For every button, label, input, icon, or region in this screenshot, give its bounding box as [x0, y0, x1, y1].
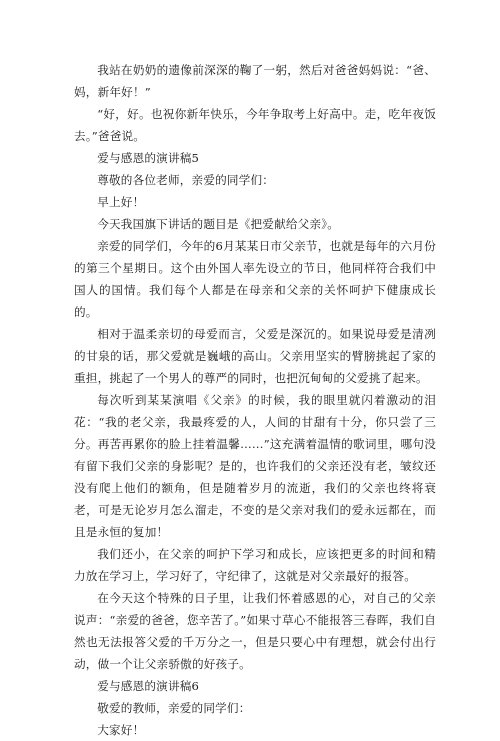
- paragraph-song-father: 每次听到某某演唱《父亲》的时候，我的眼里就闪着激动的泪花：“我的老父亲，我最疼爱的人，人间的甘甜有十分，你只尝了三分。再苦再累你的脸上挂着温馨……”这充满着温情的歌词里，哪句没有留下我们父亲的身影呢？是的，也许我们的父亲还没有老，皱纹还没有爬上他们的额角，但是随着岁月的流逝，我们的父亲也终将衰老，可是无论岁月怎么溜走，不变的是父亲对我们的爱永远都在，而且是永恒的复加！: [74, 393, 436, 539]
- paragraph-study-repay: 我们还小，在父亲的呵护下学习和成长，应该把更多的时间和精力放在学习上，学习好了，守纪律了，这就是对父亲最好的报答。: [74, 547, 436, 583]
- document-body: [74, 59, 436, 741]
- paragraph-fatherly-love: 相对于温柔亲切的母爱而言，父爱是深沉的。如果说母爱是清冽的甘泉的话，那父爱就是巍峨的高山。父亲用坚实的臂膀挑起了家的重担，挑起了一个男人的尊严的同时，也把沉甸甸的父爱挑了起来。: [74, 327, 436, 385]
- salutation-teachers-students: 尊敬的各位老师，亲爱的同学们：: [97, 173, 275, 187]
- section-heading-5: 爱与感恩的演讲稿5: [97, 151, 200, 165]
- greeting-hello-everyone: 大家好！: [97, 723, 145, 737]
- paragraph-fathers-day: 亲爱的同学们，今年的6月某某日市父亲节，也就是每年的六月份的第三个星期日。这个由外国人率先设立的节日，他同样符合我们中国人的国情。我们每个人都是在母亲和父亲的关怀呵护下健康成长的。: [74, 239, 436, 319]
- paragraph-father-reply: “好，好。也祝你新年快乐，今年争取考上好高中。走，吃年夜饭去。”爸爸说。: [74, 107, 436, 143]
- greeting-good-morning: 早上好！: [97, 195, 145, 209]
- paragraph-gratitude: 在今天这个特殊的日子里，让我们怀着感恩的心，对自己的父亲说声：“亲爱的爸爸，您辛苦了。”如果寸草心不能报答三春晖，我们自然也无法报答父爱的千万分之一，但是只要心中有理想，就会付出行动，做一个让父亲骄傲的好孩子。: [74, 591, 436, 671]
- paragraph-greeting-grandma: 我站在奶奶的遗像前深深的鞠了一躬，然后对爸爸妈妈说：“爸、妈，新年好！”: [74, 63, 436, 99]
- paragraph-speech-topic: 今天我国旗下讲话的题目是《把爱献给父亲》。: [97, 217, 340, 231]
- section-heading-6: 爱与感恩的演讲稿6: [97, 679, 200, 693]
- salutation-teachers-students-2: 敬爱的教师，亲爱的同学们：: [97, 701, 251, 715]
